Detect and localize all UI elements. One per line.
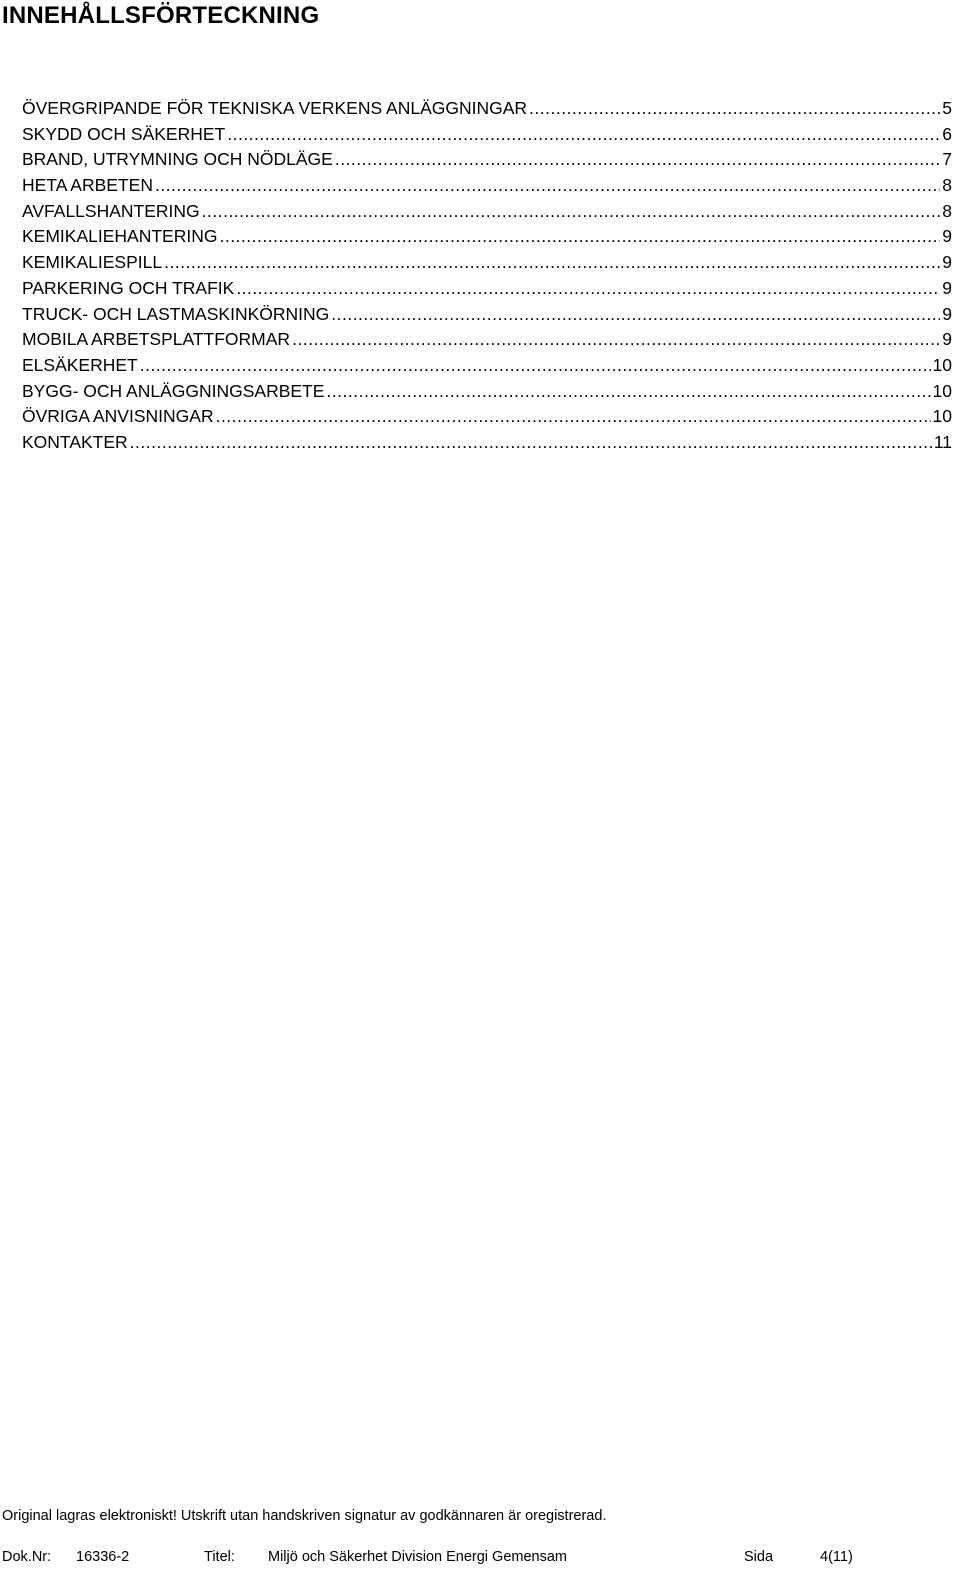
- toc-entry-page: 9: [942, 277, 952, 298]
- doc-number-label: Dok.Nr:: [2, 1549, 52, 1565]
- toc-entry[interactable]: [22, 250, 952, 276]
- toc-entry-page: 9: [942, 226, 952, 247]
- toc-entry-page: 10: [932, 380, 952, 401]
- toc-entry[interactable]: [22, 96, 952, 122]
- document-footer: [0, 1549, 960, 1569]
- toc-entry-title: KEMIKALIESPILL: [22, 252, 163, 273]
- toc-entry-page: 5: [942, 98, 952, 118]
- toc-entry-page: 7: [942, 149, 952, 170]
- table-of-contents: [22, 96, 952, 456]
- toc-entry[interactable]: [22, 430, 952, 456]
- toc-entry[interactable]: [22, 224, 952, 250]
- toc-entry-page: 10: [932, 406, 952, 427]
- page-number-label: Sida: [744, 1549, 774, 1565]
- toc-entry-title: BRAND, UTRYMNING OCH NÖDLÄGE: [22, 149, 333, 170]
- toc-entry-page: 9: [942, 303, 952, 324]
- doc-number-value: 16336-2: [76, 1549, 130, 1565]
- toc-dot-leader: [216, 404, 931, 430]
- toc-entry[interactable]: [22, 276, 952, 302]
- toc-entry-title: MOBILA ARBETSPLATTFORMAR: [22, 329, 291, 350]
- toc-dot-leader: [331, 302, 940, 328]
- doc-title-value: Miljö och Säkerhet Division Energi Gemensam: [268, 1549, 567, 1565]
- toc-entry-title: AVFALLSHANTERING: [22, 200, 200, 221]
- toc-dot-leader: [130, 430, 932, 456]
- toc-entry-title: ÖVRIGA ANVISNINGAR: [22, 406, 214, 427]
- toc-entry[interactable]: [22, 379, 952, 405]
- toc-entry-page: 8: [942, 175, 952, 196]
- toc-dot-leader: [227, 122, 940, 148]
- toc-dot-leader: [155, 173, 940, 199]
- toc-entry[interactable]: [22, 302, 952, 328]
- footer-note: Original lagras elektroniskt! Utskrift utan handskriven signatur av godkännaren är oregistrerad.: [2, 1508, 607, 1524]
- toc-entry[interactable]: [22, 147, 952, 173]
- toc-entry-title: KEMIKALIEHANTERING: [22, 226, 218, 247]
- toc-entry-page: 9: [942, 329, 952, 350]
- toc-entry-title: HETA ARBETEN: [22, 175, 153, 196]
- toc-dot-leader: [236, 276, 940, 302]
- toc-dot-leader: [202, 199, 941, 225]
- toc-dot-leader: [219, 224, 940, 250]
- toc-entry-page: 9: [942, 252, 952, 273]
- toc-entry-title: PARKERING OCH TRAFIK: [22, 277, 235, 298]
- toc-entry[interactable]: [22, 199, 952, 225]
- toc-entry-title: SKYDD OCH SÄKERHET: [22, 123, 226, 144]
- toc-entry-title: ÖVERGRIPANDE FÖR TEKNISKA VERKENS ANLÄGGNINGAR: [22, 98, 528, 118]
- toc-entry-page: 8: [942, 200, 952, 221]
- doc-title-label: Titel:: [204, 1549, 235, 1565]
- toc-entry-page: 10: [932, 354, 952, 375]
- toc-entry[interactable]: [22, 173, 952, 199]
- toc-entry-title: KONTAKTER: [22, 431, 128, 452]
- toc-entry-page: 6: [942, 123, 952, 144]
- toc-entry[interactable]: [22, 404, 952, 430]
- toc-entry[interactable]: [22, 327, 952, 353]
- page-title: INNEHÅLLSFÖRTECKNING: [2, 2, 320, 29]
- toc-entry[interactable]: [22, 353, 952, 379]
- toc-entry[interactable]: [22, 122, 952, 148]
- toc-dot-leader: [164, 250, 940, 276]
- toc-entry-title: BYGG- OCH ANLÄGGNINGSARBETE: [22, 380, 325, 401]
- page-number-value: 4(11): [820, 1549, 853, 1565]
- toc-entry-title: TRUCK- OCH LASTMASKINKÖRNING: [22, 303, 330, 324]
- toc-dot-leader: [326, 379, 930, 405]
- toc-dot-leader: [335, 147, 940, 173]
- toc-dot-leader: [529, 96, 940, 122]
- toc-dot-leader: [292, 327, 940, 353]
- toc-entry-title: ELSÄKERHET: [22, 354, 138, 375]
- toc-entry-page: 11: [933, 431, 952, 452]
- toc-dot-leader: [140, 353, 931, 379]
